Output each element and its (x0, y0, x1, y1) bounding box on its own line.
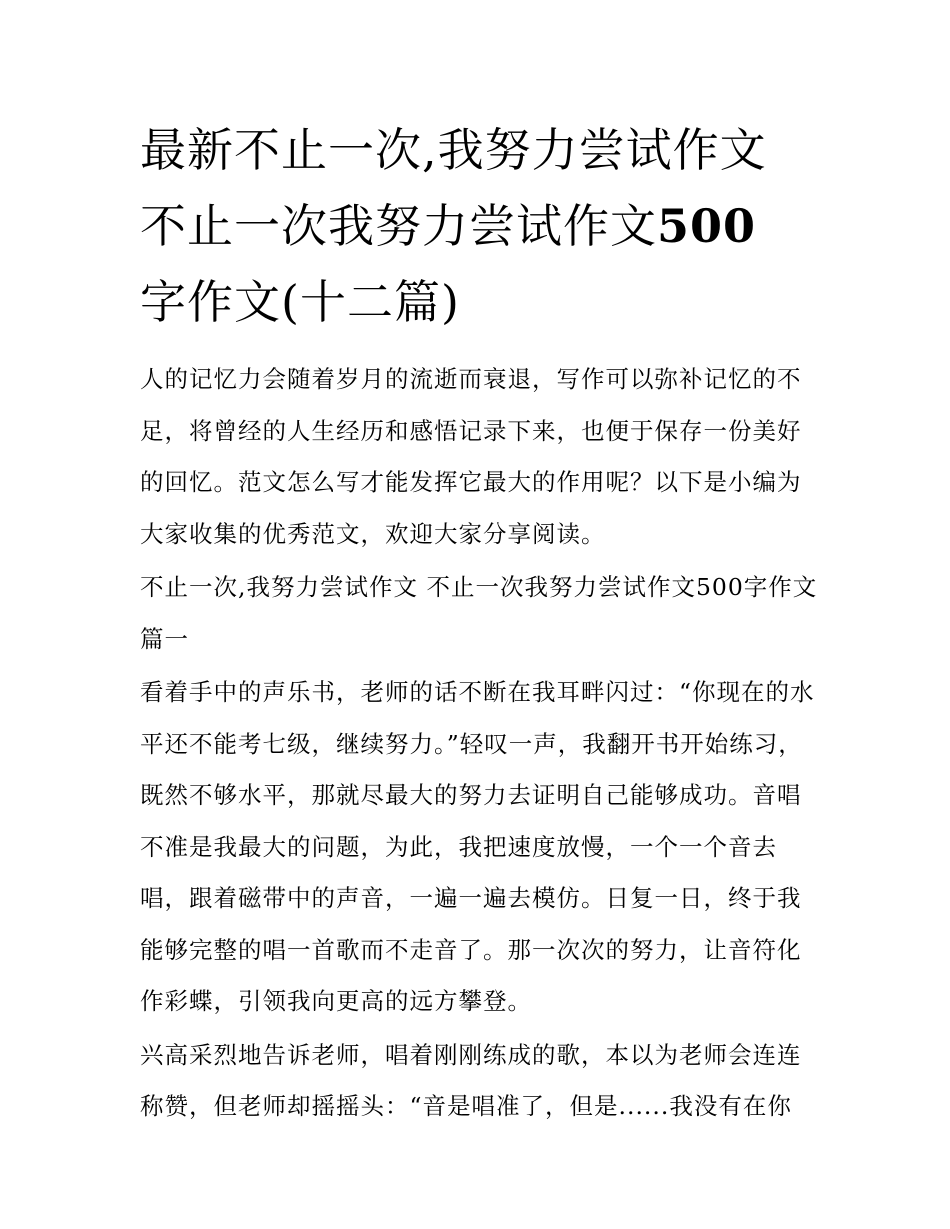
document-title (140, 112, 820, 340)
title-line-3: 字作文(十二篇) (140, 275, 460, 329)
body-paragraph-1: 看着手中的声乐书，老师的话不断在我耳畔闪过：“你现在的水平还不能考七级，继续努力。”轻叹一声，我翻开书开始练习，既然不够水平，那就尽最大的努力去证明自己能够成功。音唱不准是我最大的问题，为此，我把速度放慢，一个一个音去唱，跟着磁带中的声音，一遍一遍去模仿。日复一日，终于我能够完整的唱一首歌而不走音了。那一次次的努力，让音符化作彩蝶，引领我向更高的远方攀登。 (140, 678, 815, 1015)
document-body (140, 112, 820, 1133)
intro-paragraph: 人的记忆力会随着岁月的流逝而衰退，写作可以弥补记忆的不足，将曾经的人生经历和感悟记录下来，也便于保存一份美好的回忆。范文怎么写才能发挥它最大的作用呢？以下是小编为大家收集的优秀范文，欢迎大家分享阅读。 (140, 365, 802, 548)
body-paragraph-2: 兴高采烈地告诉老师，唱着刚刚练成的歌，本以为老师会连连称赞，但老师却摇摇头：“音是唱准了，但是......我没有在你 (140, 1040, 802, 1120)
title-line-2: 不止一次我努力尝试作文 (140, 199, 657, 253)
title-number: 500 (657, 199, 757, 253)
title-line-1: 最新不止一次,我努力尝试作文 (140, 123, 767, 177)
section-heading: 不止一次,我努力尝试作文 不止一次我努力尝试作文500字作文篇一 (140, 573, 818, 653)
